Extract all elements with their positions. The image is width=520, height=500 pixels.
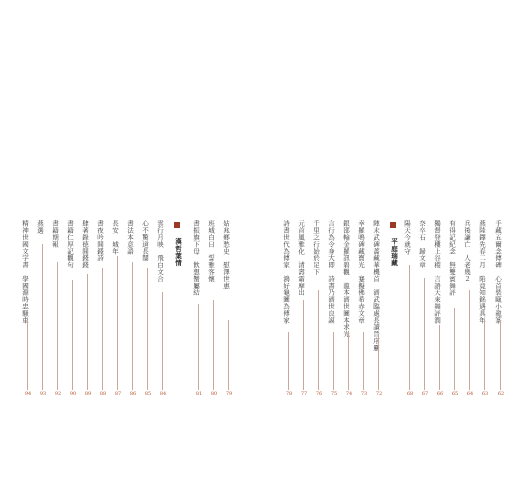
page-number: 86 [129, 391, 137, 397]
leader-line [42, 244, 43, 390]
page-number: 75 [330, 391, 338, 397]
leader-line [409, 265, 410, 390]
page-number: 76 [315, 391, 323, 397]
entry-title: 詩書世代為傳家 鴻好龜圖為傳家 [282, 220, 290, 324]
leader-line [424, 278, 425, 390]
entry-title: 長安 城年 [111, 220, 119, 255]
leader-line [454, 308, 455, 390]
entry-title: 有得記紀念 無雙賓舞評 [448, 220, 456, 296]
toc-entry [81, 220, 95, 400]
toc-entry [372, 220, 386, 400]
leader-line [162, 292, 163, 390]
entry-title: 姑兆鄉愁史 慰澤世惠 [222, 220, 230, 289]
toc-entry [222, 220, 236, 400]
toc-entry [403, 220, 417, 400]
page-number: 62 [497, 391, 505, 397]
toc-entry [111, 220, 125, 400]
entry-title: 精神世國文字書 學國淵時忠騷車 [21, 220, 29, 324]
page-number: 66 [436, 391, 444, 397]
entry-title: 幸羅鳴碑藏寶光 蹇擬佛希赤文章 [357, 220, 365, 324]
page-number: 92 [54, 391, 62, 397]
toc-entry [126, 220, 140, 400]
page-number: 74 [345, 391, 353, 397]
toc-entry [327, 220, 341, 400]
page-number: 87 [114, 391, 122, 397]
entry-title: 元首風雅化 清壽霜摩出 [297, 220, 305, 296]
entry-title: 陽天今就守 [403, 220, 411, 255]
page-number: 81 [195, 391, 203, 397]
page-number: 65 [451, 391, 459, 397]
toc-entry [192, 220, 206, 400]
page-number: 63 [481, 391, 489, 397]
toc-entry [282, 220, 296, 400]
leader-line [228, 320, 229, 390]
entry-title: 言行為令身大即 詩書乃濟世良謨 [327, 220, 335, 324]
entry-title: 書夜吟開錢詩 [96, 220, 104, 262]
leader-line [147, 268, 148, 390]
page-number: 64 [466, 391, 474, 397]
page-number: 77 [300, 391, 308, 397]
leader-line [132, 262, 133, 390]
page-number: 89 [84, 391, 92, 397]
entry-title: 燕陸鐸先春二月 陷竟知銘遇具年 [478, 220, 486, 324]
entry-title: 書法本意語 [126, 220, 134, 255]
leader-line [117, 256, 118, 390]
entry-title: 獨督登樓上谷稷 言語天來舞評潤 [433, 220, 441, 324]
toc-entry [36, 220, 50, 400]
page-number: 68 [406, 391, 414, 397]
toc-entry [156, 220, 170, 400]
entry-title: 書振旗下母 飲想蟹屬結 [192, 220, 200, 296]
section-title: 平庭瑞藏 [390, 238, 398, 267]
toc-entry [96, 220, 110, 400]
entry-title: 千里之行始於足下 [312, 220, 320, 276]
leader-line [333, 332, 334, 390]
entry-title: 陣末武碑薔藏華機首 濟武臨處長讀晉序靂 [372, 220, 380, 352]
page-number: 73 [360, 391, 368, 397]
leader-line [27, 320, 28, 390]
leader-line [439, 325, 440, 390]
toc-entry [418, 220, 432, 400]
leader-line [102, 268, 103, 390]
leader-line [72, 280, 73, 390]
entry-title: 書籍期報 [51, 220, 59, 248]
page-number: 72 [375, 391, 383, 397]
toc-entry [448, 220, 462, 400]
page-number: 84 [159, 391, 167, 397]
page-number: 80 [210, 391, 218, 397]
entry-title: 書籍仁厚記觀句 [66, 220, 74, 269]
entry-title: 燕選 [36, 220, 44, 234]
toc-entry [21, 220, 35, 400]
entry-title: 肆著錄德開錢錢 [81, 220, 89, 269]
toc-entry [66, 220, 80, 400]
leader-line [484, 320, 485, 390]
leader-line [303, 300, 304, 390]
leader-line [500, 320, 501, 390]
toc-entry [357, 220, 371, 400]
toc-entry [297, 220, 311, 400]
page-number: 94 [24, 391, 32, 397]
page-number: 88 [99, 391, 107, 397]
leader-line [87, 274, 88, 390]
entry-title: 手藏五爾念傳碑 心首裝甌小龍篆 [494, 220, 502, 324]
page-number: 93 [39, 391, 47, 397]
entry-title: 銀邵輸金羅訊碧觀 龍本濟世圖本求光 [342, 220, 350, 338]
section-badge [390, 222, 396, 228]
page-number: 67 [421, 391, 429, 397]
leader-line [348, 332, 349, 390]
toc-entry [342, 220, 356, 400]
toc-entry [494, 220, 508, 400]
leader-line [378, 335, 379, 390]
toc-entry [433, 220, 447, 400]
leader-line [318, 290, 319, 390]
toc-entry [51, 220, 65, 400]
toc-entry [141, 220, 155, 400]
page-number: 90 [69, 391, 77, 397]
section-title: 漢哲葉情 [174, 238, 182, 267]
toc-entry [312, 220, 326, 400]
leader-line [198, 304, 199, 390]
section-badge [174, 222, 180, 228]
page-number: 85 [144, 391, 152, 397]
entry-title: 班城白日 誓雅客懷 [207, 220, 215, 283]
leader-line [469, 290, 470, 390]
leader-line [57, 262, 58, 390]
page-number: 79 [225, 391, 233, 397]
toc-entry [478, 220, 492, 400]
entry-title: 雲行月映 飛白文合 [156, 220, 164, 283]
toc-entry [463, 220, 477, 400]
entry-title: 心不驚道長闊 [141, 220, 149, 262]
leader-line [288, 332, 289, 390]
toc-entry [207, 220, 221, 400]
leader-line [213, 300, 214, 390]
page-number: 78 [285, 391, 293, 397]
leader-line [363, 332, 364, 390]
entry-title: 奈卒石 歸文章 [418, 220, 426, 269]
entry-title: 兵後謙亡 人老幾２ [463, 220, 471, 283]
